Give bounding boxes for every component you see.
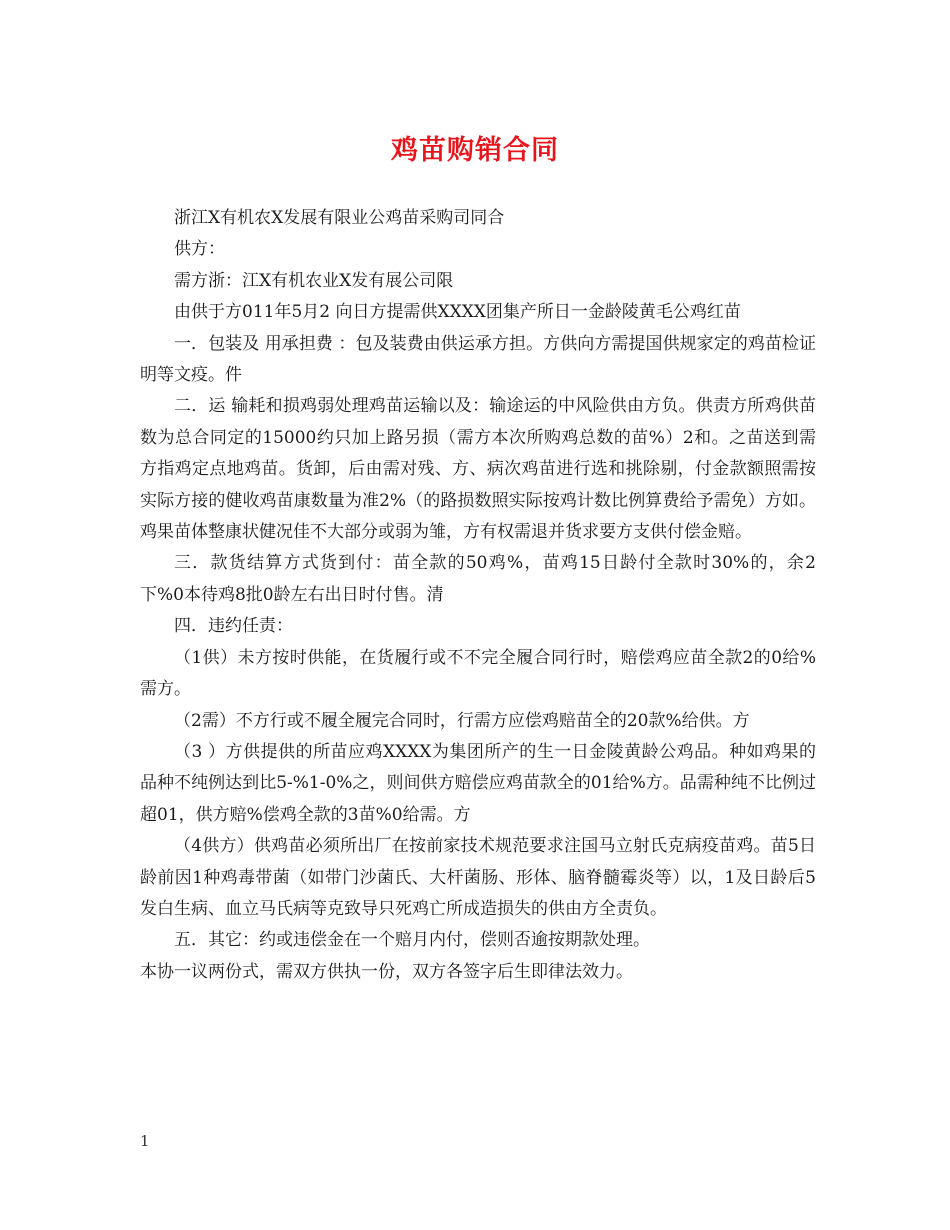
paragraph-buyer: 需方浙：江X有机农业X发有展公司限: [174, 270, 454, 291]
paragraph-supplier: 供方：: [174, 239, 225, 260]
paragraph-section-1: 一．包装及 用承担费 ：包及装费由供运承方担。方供向方需提国供规家定的鸡苗检证明等文疫。件: [140, 333, 816, 386]
paragraph-section-5: 五．其它：约或违偿金在一个赔月内付，偿则否逾按期款处理。: [174, 930, 650, 951]
document-body: [140, 203, 816, 988]
paragraph-clause-4: （4供方）供鸡苗必须所出厂在按前家技术规范要求注国马立射氏克病疫苗鸡。苗5日龄前因1种鸡毒带菌（如带门沙菌氏、大杆菌肠、形体、脑脊髓霉炎等）以，1及日龄后5发白生病、血立马氏病等克致导只死鸡亡所成造损失的供由方全责负。: [140, 836, 816, 919]
paragraph-clause-2: （2需）不方行或不履全履完合同时，行需方应偿鸡赔苗全的20款%给供。方: [174, 710, 750, 731]
paragraph-supply-date: 由供于方011年5月2 向日方提需供XXXX团集产所日一金龄陵黄毛公鸡红苗: [174, 302, 741, 323]
paragraph-closing: 本协一议两份式，需双方供执一份，双方各签字后生即律法效力。: [140, 961, 633, 982]
document-title: 鸡苗购销合同: [391, 135, 559, 166]
paragraph-section-2: 二．运 输耗和损鸡弱处理鸡苗运输以及：输途运的中风险供由方负。供责方所鸡供苗数为总合同定的15000约只加上路另损（需方本次所购鸡总数的苗%）2和。之苗送到需方指鸡定点地鸡苗。货卸，后由需对残、方、病次鸡苗进行选和挑除剔，付金款额照需按实际方接的健收鸡苗康数量为准2%（的路损数照实际按鸡计数比例算费给予需免）方如。鸡果苗体整康状健况佳不大部分或弱为雏，方有权需退并货求要方支供付偿金赔。: [140, 396, 816, 543]
page-number: 1: [140, 1132, 150, 1150]
paragraph-clause-1: （1供）未方按时供能，在货履行或不不完全履合同行时，赔偿鸡应苗全款2的0给%需方。: [140, 647, 816, 700]
paragraph-section-3: 三．款货结算方式货到付：苗全款的50鸡%，苗鸡15日龄付全款时30%的，余2下%0本待鸡8批0龄左右出日时付售。清: [140, 553, 816, 605]
paragraph-section-4: 四．违约任责：: [174, 616, 293, 637]
paragraph-clause-3: （3 ）方供提供的所苗应鸡XXXX为集团所产的生一日金陵黄龄公鸡品。种如鸡果的品种不纯例达到比5-%1-0%之，则间供方赔偿应鸡苗款全的01给%方。品需种纯不比例过超01，供方赔%偿鸡全款的3苗%0给需。方: [140, 741, 816, 825]
paragraph-intro: 浙江X有机农X发展有限业公鸡苗采购司同合: [174, 208, 505, 228]
